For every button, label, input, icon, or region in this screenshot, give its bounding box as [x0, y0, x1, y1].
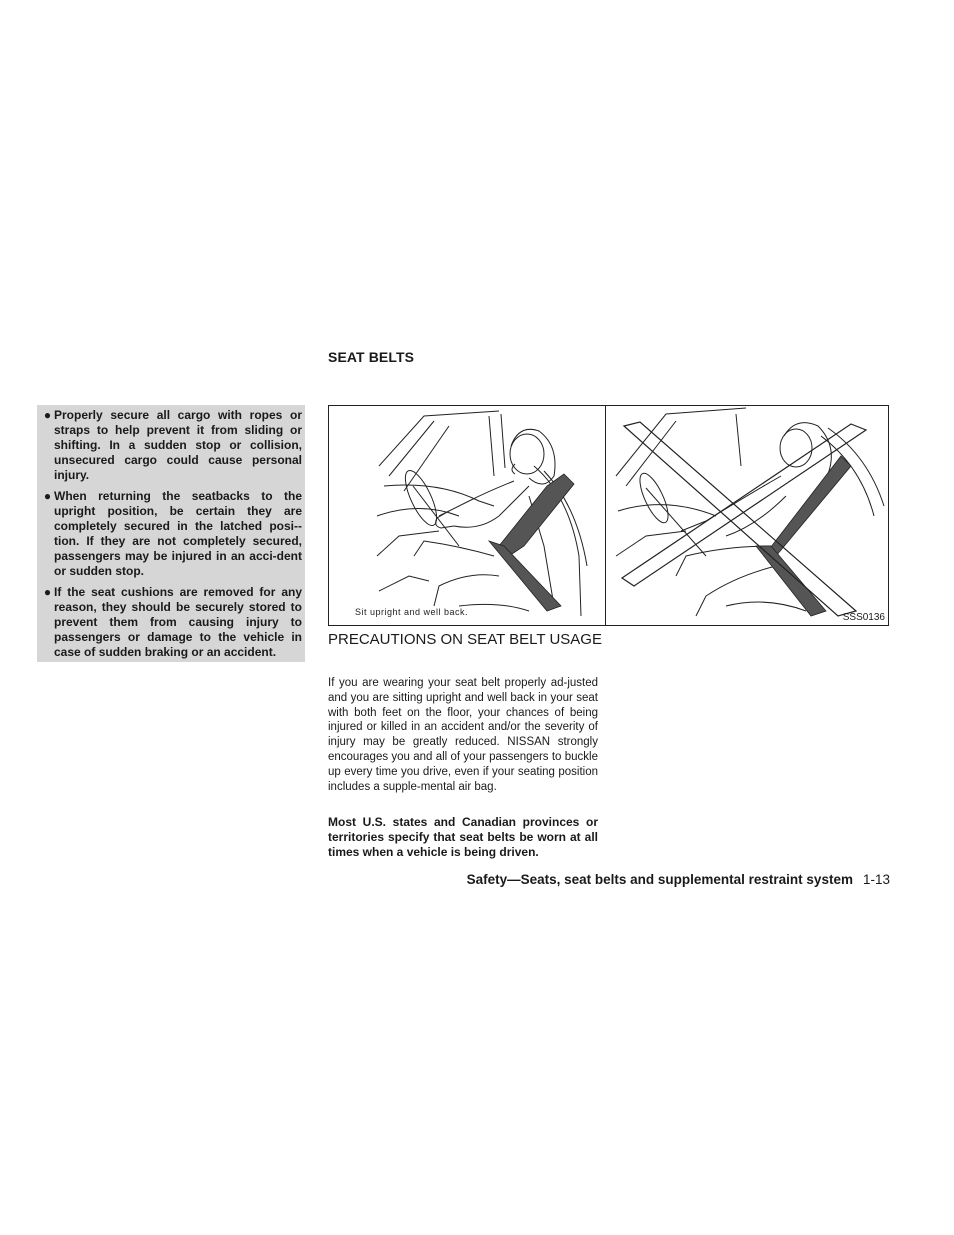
page-number: 1-13	[862, 872, 890, 887]
warning-text: If the seat cushions are removed for any reason, they should be securely stored to prevent them from causing injury to passengers or damage to the vehicle in case of sudden braking or an accident.	[54, 585, 302, 659]
warning-item	[41, 489, 302, 579]
correct-posture-illustration	[329, 406, 605, 625]
bullet-icon: ●	[43, 408, 52, 422]
body-paragraph-emphasis: Most U.S. states and Canadian provinces or territories specify that seat belts be worn at all times when a vehicle is being driven.	[328, 815, 598, 859]
figure-caption: Sit upright and well back.	[355, 607, 469, 617]
warning-box	[37, 405, 305, 662]
subsection-heading: PRECAUTIONS ON SEAT BELT USAGE	[328, 631, 602, 648]
bullet-icon: ●	[43, 585, 52, 599]
section-heading: SEAT BELTS	[328, 349, 415, 365]
footer-chapter: Safety—Seats, seat belts and supplemental restraint system	[466, 872, 853, 887]
seating-illustration	[328, 405, 889, 626]
warning-item	[41, 585, 302, 660]
body-paragraph: If you are wearing your seat belt properly ad-justed and you are sitting upright and well back in your seat with both feet on the floor, your chances of being injured or killed in an accident and/or the severity of injury may be greatly reduced. NISSAN strongly encourages you and all of your passengers to buckle up every time you drive, even if your seating position includes a supple-mental air bag.	[328, 677, 598, 793]
warning-text: Properly secure all cargo with ropes or straps to help prevent it from sliding or shifting. In a sudden stop or collision, unsecured cargo could cause personal injury.	[54, 408, 302, 482]
warning-text: When returning the seatbacks to the upright position, be certain they are completely secured in the latched posi-tion. If they are not completely secured, passengers may be injured in an acci-dent or sudden stop.	[54, 489, 302, 578]
figure-code: SSS0136	[842, 612, 885, 623]
bullet-icon: ●	[43, 489, 52, 503]
warning-item	[41, 408, 302, 483]
page-footer	[467, 872, 890, 887]
incorrect-posture-illustration	[606, 406, 888, 625]
